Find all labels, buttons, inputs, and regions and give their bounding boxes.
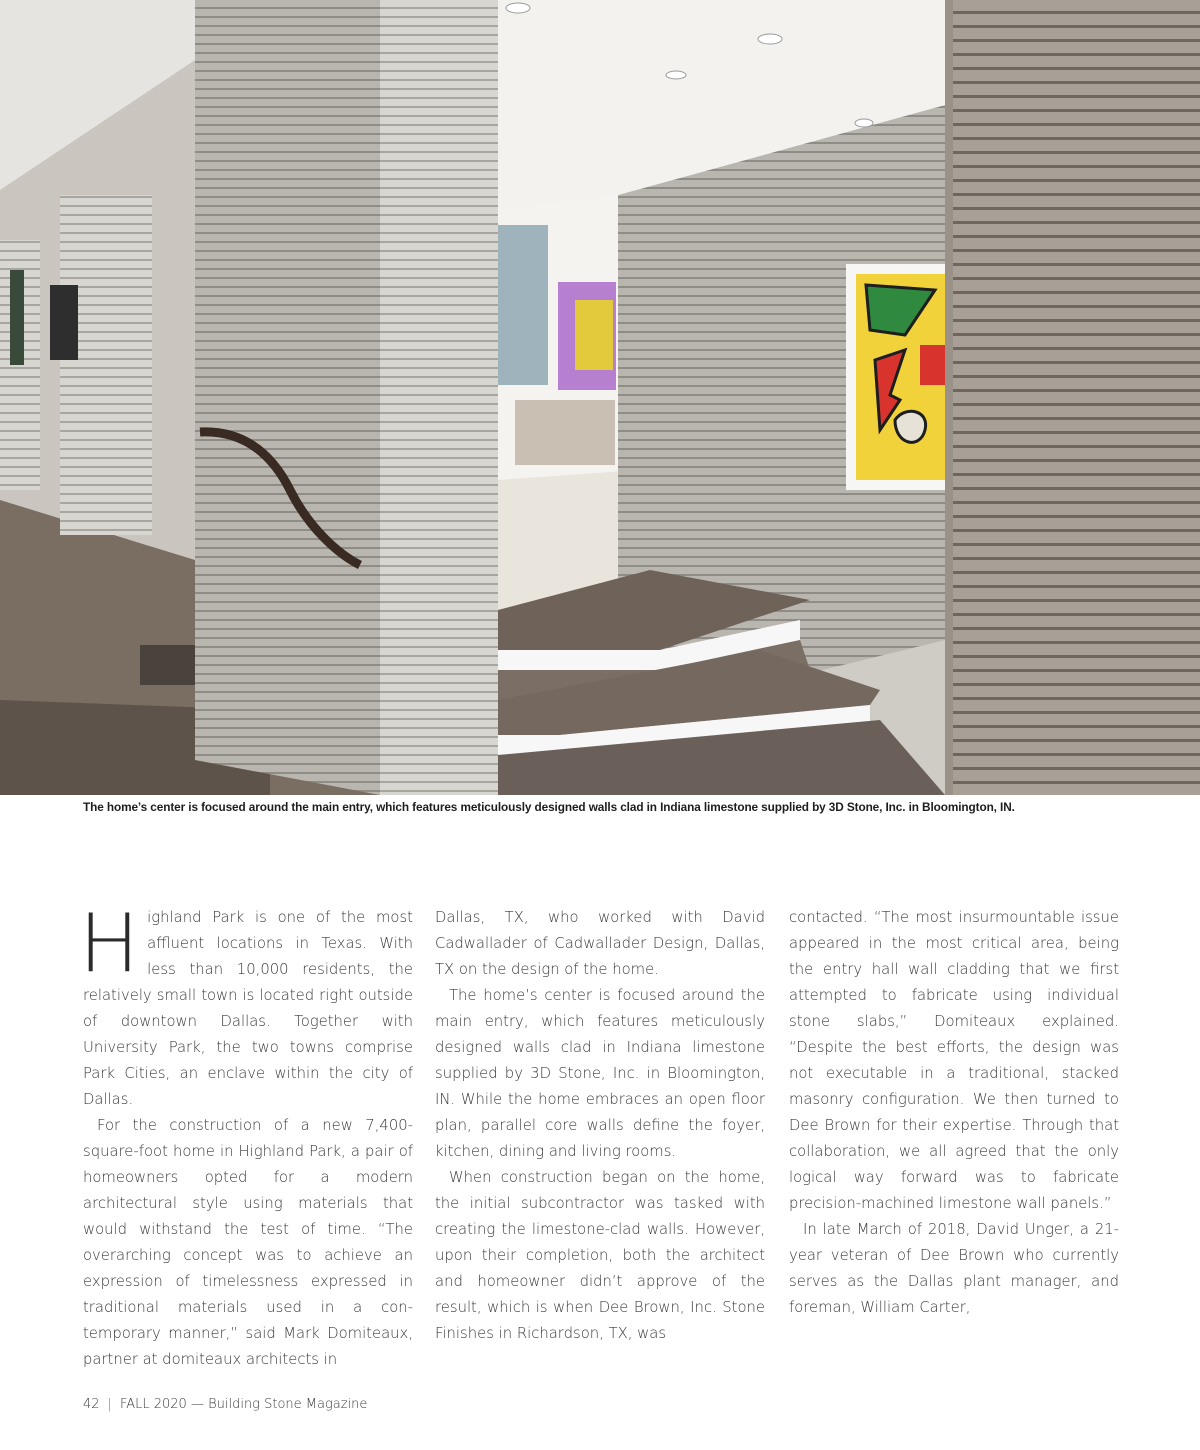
article-column-1 [79, 897, 413, 1373]
article-paragraph: Highland Park is one of the most affluent locations in Texas. With less than 10,000 residents, the relatively small town is located right outside of downtown Dallas. Together with University Park, the two towns comprise Park Cities, an enclave within the city of Dallas. [79, 897, 413, 1108]
article-paragraph: For the construction of a new 7,400-square-foot home in Highland Park, a pair of homeowners opted for a modern architectural style using materials that would withstand the test of time. “The overarching concept was to achieve an expression of timelessness expressed in traditional materials used in a con-temporary manner,” said Mark Domiteaux, partner at domiteaux architects in [83, 1117, 413, 1368]
window [498, 225, 548, 385]
left-column [60, 195, 152, 535]
issue-label: FALL 2020 [119, 1397, 187, 1412]
drop-cap: H [79, 897, 140, 990]
sideboard [515, 400, 615, 465]
article-paragraph: When construction began on the home, the initial subcontractor was tasked with creating the limestone-clad walls. However, upon their completion, both the architect and homeowner didn’t approve of the result, which is when Dee Brown, Inc. Stone Finishes in Richardson, TX, was [435, 1169, 765, 1342]
article-paragraph: Dallas, TX, who worked with David Cadwallader of Cadwallader Design, Dallas, TX on the design of the home. [435, 909, 765, 978]
publication-name: — Building Stone Magazine [190, 1397, 368, 1412]
article-column-2 [435, 905, 765, 1347]
article-paragraph: In late March of 2018, David Unger, a 21-year veteran of Dee Brown who currently serves as the Dallas plant manager, and foreman, William Carter, [789, 1221, 1119, 1316]
article-column-3 [789, 905, 1119, 1321]
footer-separator: | [107, 1397, 112, 1412]
page-number: 42 [83, 1397, 100, 1412]
central-pillar-side [195, 0, 380, 795]
page-footer [83, 1397, 367, 1412]
article-paragraph: contacted. “The most insurmountable issue appeared in the most critical area, being the entry hall wall cladding that we first attempted to fabricate using individual stone slabs,” Domiteaux explained. “Despite the best efforts, the design was not executable in a traditional, stacked masonry configuration. We then turned to Dee Brown for their expertise. Through that collaboration, we all agreed that the only logical way forward was to fabricate precision-machined limestone wall panels.” [789, 909, 1119, 1212]
foreground-pillar [945, 0, 1200, 795]
article-paragraph: The home’s center is focused around the main entry, which features meticulously designed walls clad in Indiana limestone supplied by 3D Stone, Inc. in Bloomington, IN. While the home embraces an open floor plan, parallel core walls define the foyer, kitchen, dining and living rooms. [435, 987, 765, 1160]
central-pillar-front [380, 0, 498, 795]
wall-artwork-left [50, 285, 78, 360]
photo-caption: The home’s center is focused around the main entry, which features meticulously designed walls clad in Indiana limestone supplied by 3D Stone, Inc. in Bloomington, IN. [83, 800, 1015, 814]
